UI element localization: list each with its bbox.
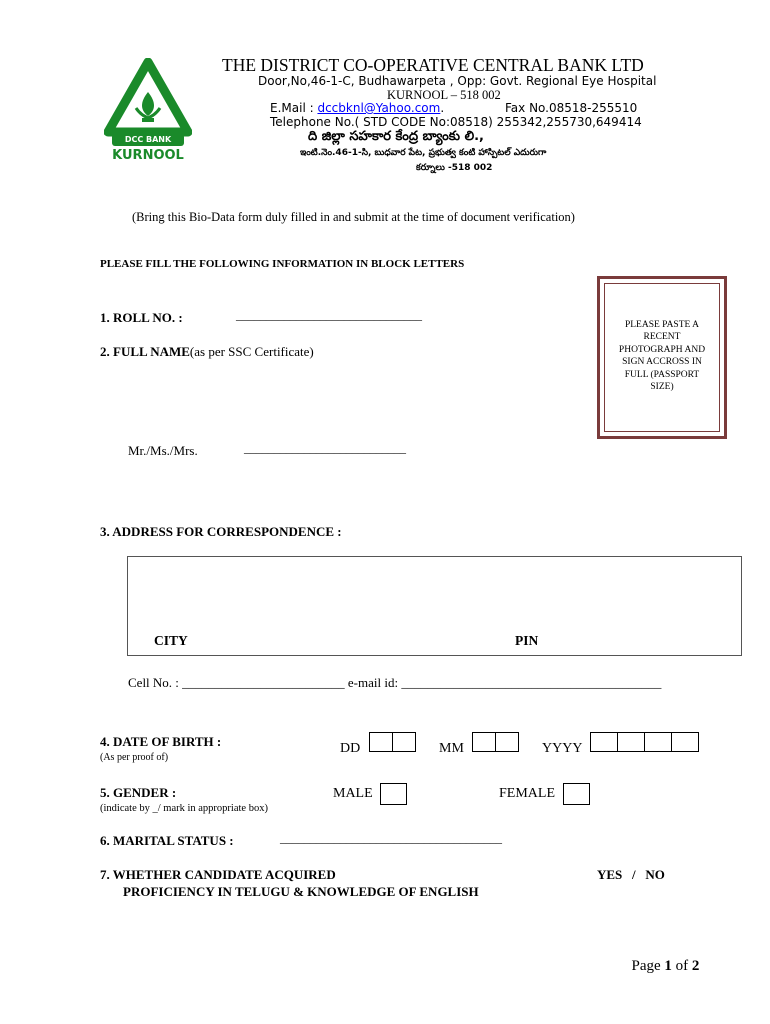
- female-option: [499, 783, 590, 805]
- bank-telugu-name: ది జిల్లా సహకార కేంద్ర బ్యాంకు లి.,: [308, 129, 484, 144]
- full-name-label: 2. FULL NAME: [100, 344, 190, 359]
- page-total: 2: [691, 958, 700, 974]
- full-name-field[interactable]: ___________________________: [244, 441, 406, 455]
- logo-bank-label: DCC BANK: [112, 134, 184, 146]
- email-link[interactable]: dccbknl@Yahoo.com: [317, 101, 441, 115]
- logo-triangle-icon: [104, 58, 192, 138]
- male-option: [333, 783, 407, 805]
- page-label: Page: [631, 958, 665, 974]
- bank-telugu-address: ఇంటి.నెం.46-1-సి, బుధవార పేట, ప్రభుత్వ కంటి హాస్పిటల్ ఎదురుగా: [300, 148, 547, 158]
- dd-box[interactable]: [392, 732, 416, 752]
- q7-label-line1: 7. WHETHER CANDIDATE ACQUIRED: [100, 867, 336, 882]
- salutation-label: Mr./Ms./Mrs.: [128, 443, 198, 458]
- yyyy-box[interactable]: [644, 732, 672, 752]
- female-label: FEMALE: [499, 786, 555, 802]
- q7-label-line2: PROFICIENCY IN TELUGU & KNOWLEDGE OF ENGLISH: [123, 884, 479, 899]
- mm-group: [439, 732, 519, 757]
- bank-address: Door,No,46-1-C, Budhawarpeta , Opp: Govt. Regional Eye Hospital: [258, 74, 657, 88]
- dob-label: 4. DATE OF BIRTH :: [100, 734, 222, 749]
- roll-no-field[interactable]: _______________________________: [236, 308, 422, 322]
- email-label: E.Mail :: [270, 101, 318, 115]
- pin-label: PIN: [515, 633, 539, 648]
- address-box[interactable]: [127, 556, 742, 656]
- yyyy-box[interactable]: [617, 732, 645, 752]
- bank-city: KURNOOL – 518 002: [387, 88, 501, 102]
- bank-logo: [104, 58, 192, 168]
- bank-telephone: Telephone No.( STD CODE No:08518) 255342,255730,649414: [270, 115, 642, 129]
- male-checkbox[interactable]: [380, 783, 407, 805]
- logo-city-label: KURNOOL: [112, 148, 184, 163]
- yes-no-option[interactable]: YES / NO: [597, 867, 665, 882]
- bank-fax: Fax No.08518-255510: [505, 101, 638, 115]
- dd-label: DD: [340, 741, 361, 756]
- male-label: MALE: [333, 786, 373, 802]
- cell-email-row[interactable]: Cell No. : _________________________ e-mail id: ________________________________________: [128, 675, 662, 690]
- bank-telugu-city: కర్నూలు -518 002: [416, 163, 493, 173]
- bank-email-row: [270, 101, 444, 115]
- full-name-row: [100, 344, 314, 360]
- gender-label: 5. GENDER :: [100, 785, 177, 800]
- dob-note: (As per proof of): [100, 752, 169, 763]
- marital-label: 6. MARITAL STATUS :: [100, 833, 234, 848]
- instruction-text: (Bring this Bio-Data form duly filled in and submit at the time of document verification): [132, 210, 575, 224]
- marital-field[interactable]: _____________________________________: [280, 831, 502, 845]
- block-letters-heading: PLEASE FILL THE FOLLOWING INFORMATION IN BLOCK LETTERS: [100, 258, 465, 270]
- yyyy-box[interactable]: [590, 732, 618, 752]
- roll-no-label: 1. ROLL NO. :: [100, 310, 183, 325]
- female-checkbox[interactable]: [563, 783, 590, 805]
- mm-label: MM: [439, 741, 464, 756]
- dd-group: [340, 732, 416, 757]
- yyyy-label: YYYY: [542, 741, 582, 756]
- photo-instruction: PLEASE PASTE A RECENT PHOTOGRAPH AND SIGN ACCROSS IN FULL (PASSPORT SIZE): [618, 320, 706, 393]
- page-of: of: [671, 958, 692, 974]
- gender-note: (indicate by _/ mark in appropriate box): [100, 803, 268, 814]
- mm-box[interactable]: [495, 732, 519, 752]
- page-current: 1: [664, 958, 672, 974]
- city-label: CITY: [154, 633, 188, 648]
- yyyy-group: [542, 732, 699, 757]
- yyyy-box[interactable]: [671, 732, 699, 752]
- mm-box[interactable]: [472, 732, 496, 752]
- bank-title: THE DISTRICT CO-OPERATIVE CENTRAL BANK LTD: [222, 55, 644, 75]
- dd-box[interactable]: [369, 732, 393, 752]
- full-name-note: (as per SSC Certificate): [189, 344, 314, 359]
- photo-box[interactable]: [597, 276, 727, 439]
- address-label: 3. ADDRESS FOR CORRESPONDENCE :: [100, 524, 342, 539]
- page-number: [624, 941, 699, 975]
- email-suffix: .: [440, 101, 445, 115]
